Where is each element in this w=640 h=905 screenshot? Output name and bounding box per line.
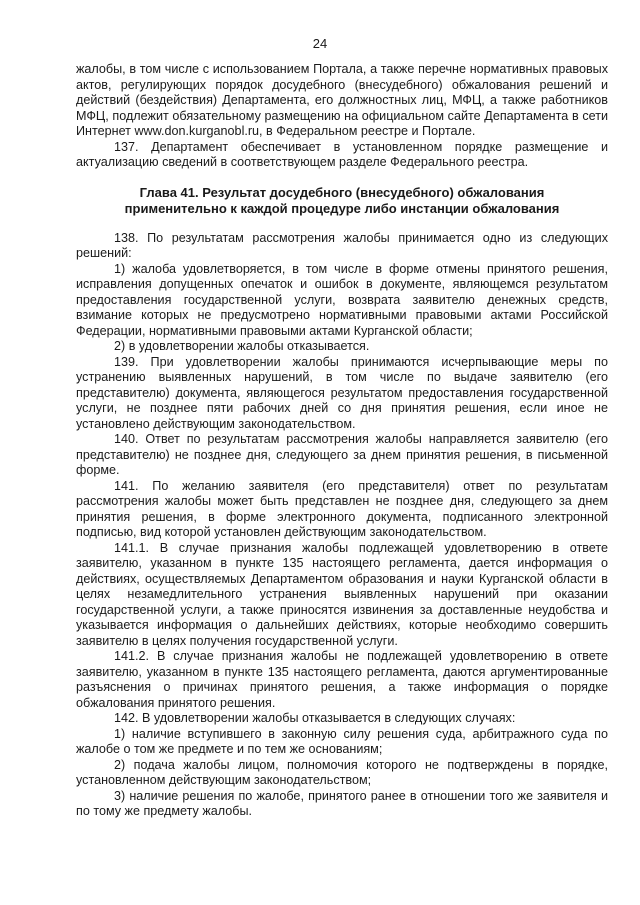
paragraph-141-2: 141.2. В случае признания жалобы не подлежащей удовлетворению в ответе заявителю, указанном в пункте 135 настоящего регламента, даются аргументированные разъяснения о причинах принятого решения, а также информация о порядке обжалования принятого решения.	[76, 649, 608, 710]
paragraph-137: 137. Департамент обеспечивает в установленном порядке размещение и актуализацию сведений в соответствующем разделе Федерального реестра.	[76, 139, 608, 169]
document-body	[76, 62, 608, 820]
paragraph-142-item-2: 2) подача жалобы лицом, полномочия которого не подтверждены в порядке, установленном действующим законодательством;	[76, 757, 608, 787]
paragraph-141-1: 141.1. В случае признания жалобы подлежащей удовлетворению в ответе заявителю, указанном в пункте 135 настоящего регламента, дается информация о действиях, осуществляемых Департаментом образования и науки Курганской области в целях незамедлительного устранения выявленных нарушений при оказании государственной услуги, а также приносятся извинения за доставленные неудобства и указывается информация о дальнейших действиях, которые необходимо совершить заявителю в целях получения государственной услуги.	[76, 540, 608, 648]
paragraph-142-item-3: 3) наличие решения по жалобе, принятого ранее в отношении того же заявителя и по тому же предмету жалобы.	[76, 788, 608, 818]
paragraph-138-item-2: 2) в удовлетворении жалобы отказывается.	[114, 339, 370, 353]
paragraph-142: 142. В удовлетворении жалобы отказывается в следующих случаях:	[114, 711, 516, 725]
chapter-title	[76, 185, 608, 217]
paragraph-140: 140. Ответ по результатам рассмотрения жалобы направляется заявителю (его представителю) не позднее дня, следующего за днем принятия решения, в письменной форме.	[76, 432, 608, 477]
paragraph-141: 141. По желанию заявителя (его представителя) ответ по результатам рассмотрения жалобы может быть представлен не позднее дня, следующего за днем принятия решения, в форме электронного документа, подписанного электронной подписью, вид которой установлен действующим законодательством.	[76, 478, 608, 539]
paragraph-continuation: жалобы, в том числе с использованием Портала, а также перечне нормативных правовых актов, регулирующих порядок досудебного (внесудебного) обжалования решений и действий (бездействия) Департамента, его должностных лиц, МФЦ, а также работников МФЦ, подлежит обязательному размещению на официальном сайте Департамента в сети Интернет www.don.kurganobl.ru, в Федеральном реестре и Портале.	[76, 62, 608, 138]
paragraph-139: 139. При удовлетворении жалобы принимаются исчерпывающие меры по устранению выявленных нарушений, в том числе по выдаче заявителю (его представителю) документа, являющегося результатом предоставления государственной услуги, не позднее пяти рабочих дней со дня принятия решения, если иное не установлено действующим законодательством.	[76, 354, 608, 431]
paragraph-142-item-1: 1) наличие вступившего в законную силу решения суда, арбитражного суда по жалобе о том же предмете и по тем же основаниям;	[76, 726, 608, 756]
chapter-title-line-2: применительно к каждой процедуре либо инстанции обжалования	[124, 200, 560, 216]
paragraph-138-item-1: 1) жалоба удовлетворяется, в том числе в форме отмены принятого решения, исправления допущенных опечаток и ошибок в документе, являющемся результатом предоставления государственной услуги, возврата заявителю денежных средств, взимание которых не предусмотрено нормативными правовыми актами Российской Федерации, нормативными правовыми актами Курганской области;	[76, 261, 608, 338]
paragraph-138: 138. По результатам рассмотрения жалобы принимается одно из следующих решений:	[76, 230, 608, 260]
page-number: 24	[312, 36, 328, 51]
chapter-title-line-1: Глава 41. Результат досудебного (внесудебного) обжалования	[139, 184, 545, 200]
